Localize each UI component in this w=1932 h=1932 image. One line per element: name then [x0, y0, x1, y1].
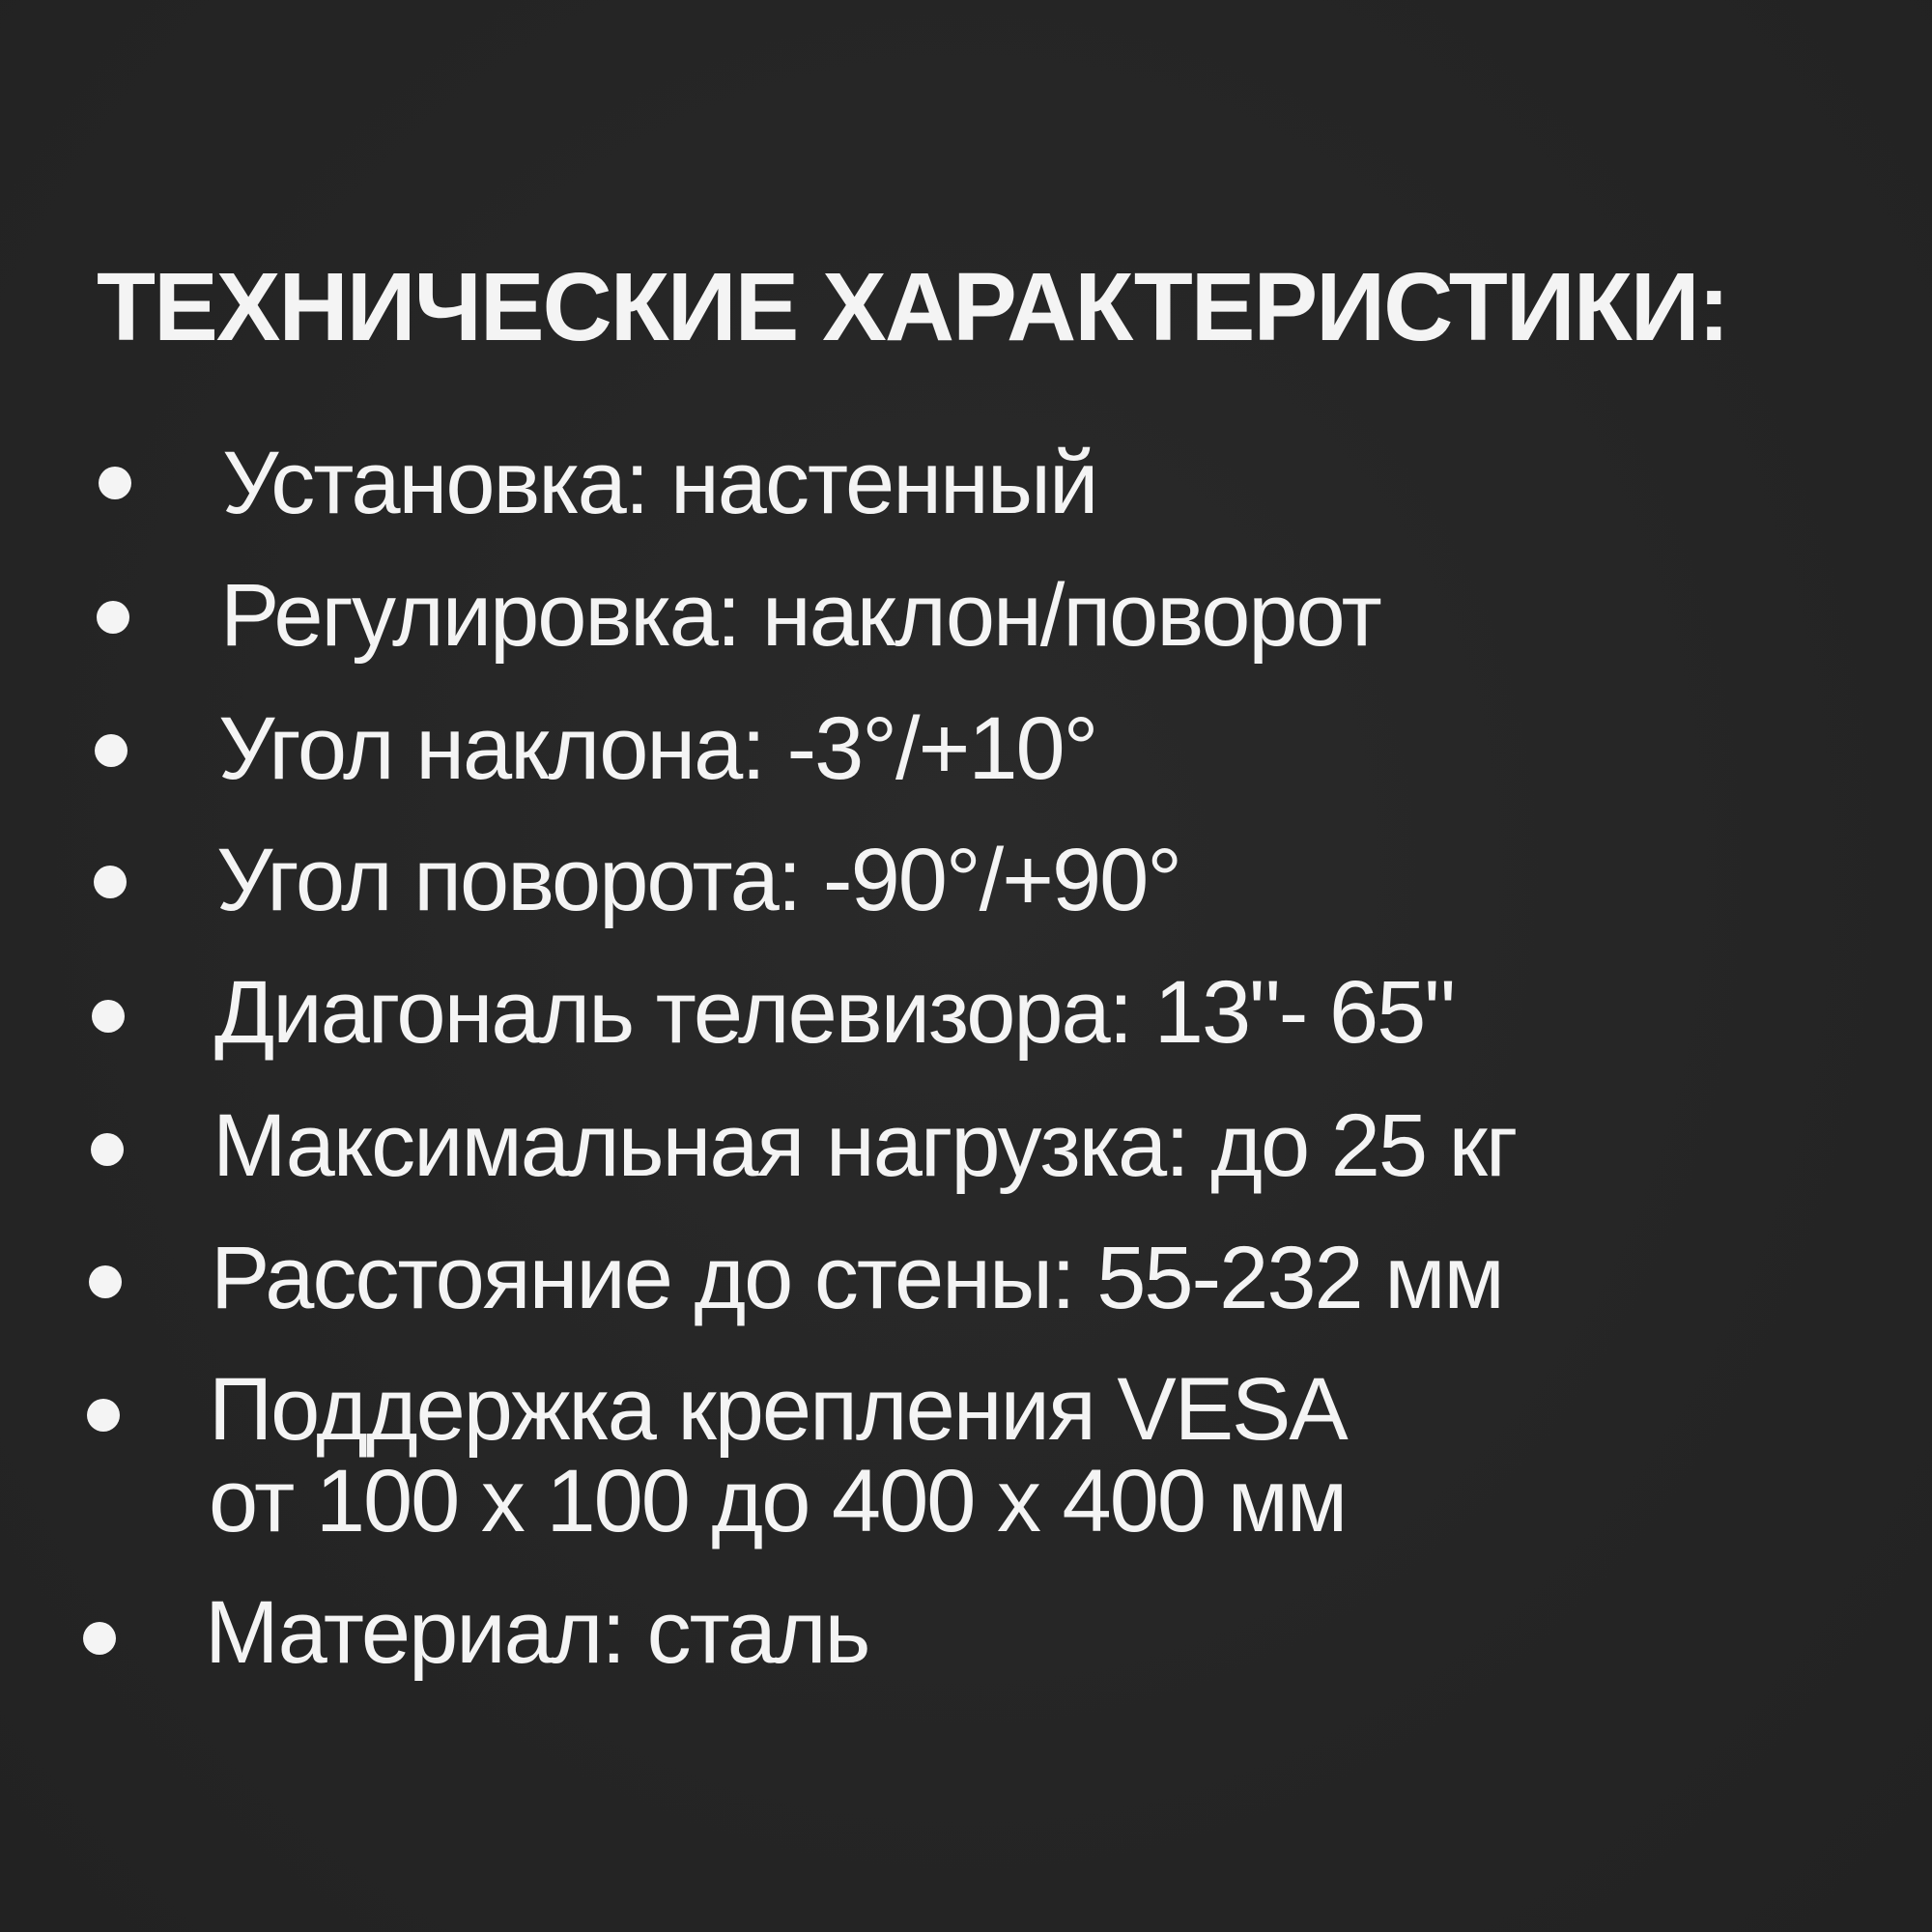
spec-line: Установка: настенный	[222, 434, 1097, 532]
spec-line: Поддержка крепления VESA	[209, 1360, 1347, 1459]
spec-text	[218, 699, 1097, 798]
spec-text	[222, 434, 1097, 532]
spec-text	[209, 1360, 1347, 1550]
spec-line: Угол наклона: -3°/+10°	[218, 699, 1097, 798]
spec-line: от 100 х 100 до 400 х 400 мм	[209, 1451, 1347, 1550]
spec-line: Материал: сталь	[205, 1583, 869, 1682]
spec-line: Расстояние до стены: 55-232 мм	[211, 1229, 1503, 1327]
spec-text	[216, 831, 1181, 929]
spec-line: Регулировка: наклон/поворот	[220, 566, 1380, 665]
spec-line: Диагональ телевизора: 13"- 65"	[214, 963, 1454, 1062]
bullet-icon	[83, 1622, 116, 1655]
bullet-icon	[95, 734, 128, 767]
spec-text	[211, 1229, 1503, 1327]
bullet-icon	[97, 601, 129, 634]
spec-line: Максимальная нагрузка: до 25 кг	[213, 1096, 1517, 1195]
page-title: ТЕХНИЧЕСКИЕ ХАРАКТЕРИСТИКИ:	[97, 253, 1728, 361]
spec-text	[220, 566, 1380, 665]
spec-line: Угол поворота: -90°/+90°	[216, 831, 1181, 929]
spec-text	[213, 1096, 1517, 1195]
bullet-icon	[99, 467, 131, 499]
bullet-icon	[92, 1000, 125, 1033]
bullet-icon	[94, 866, 127, 898]
bullet-icon	[89, 1265, 122, 1298]
bullet-icon	[87, 1399, 120, 1432]
spec-text	[205, 1583, 869, 1682]
spec-text	[214, 963, 1454, 1062]
bullet-icon	[91, 1133, 124, 1166]
